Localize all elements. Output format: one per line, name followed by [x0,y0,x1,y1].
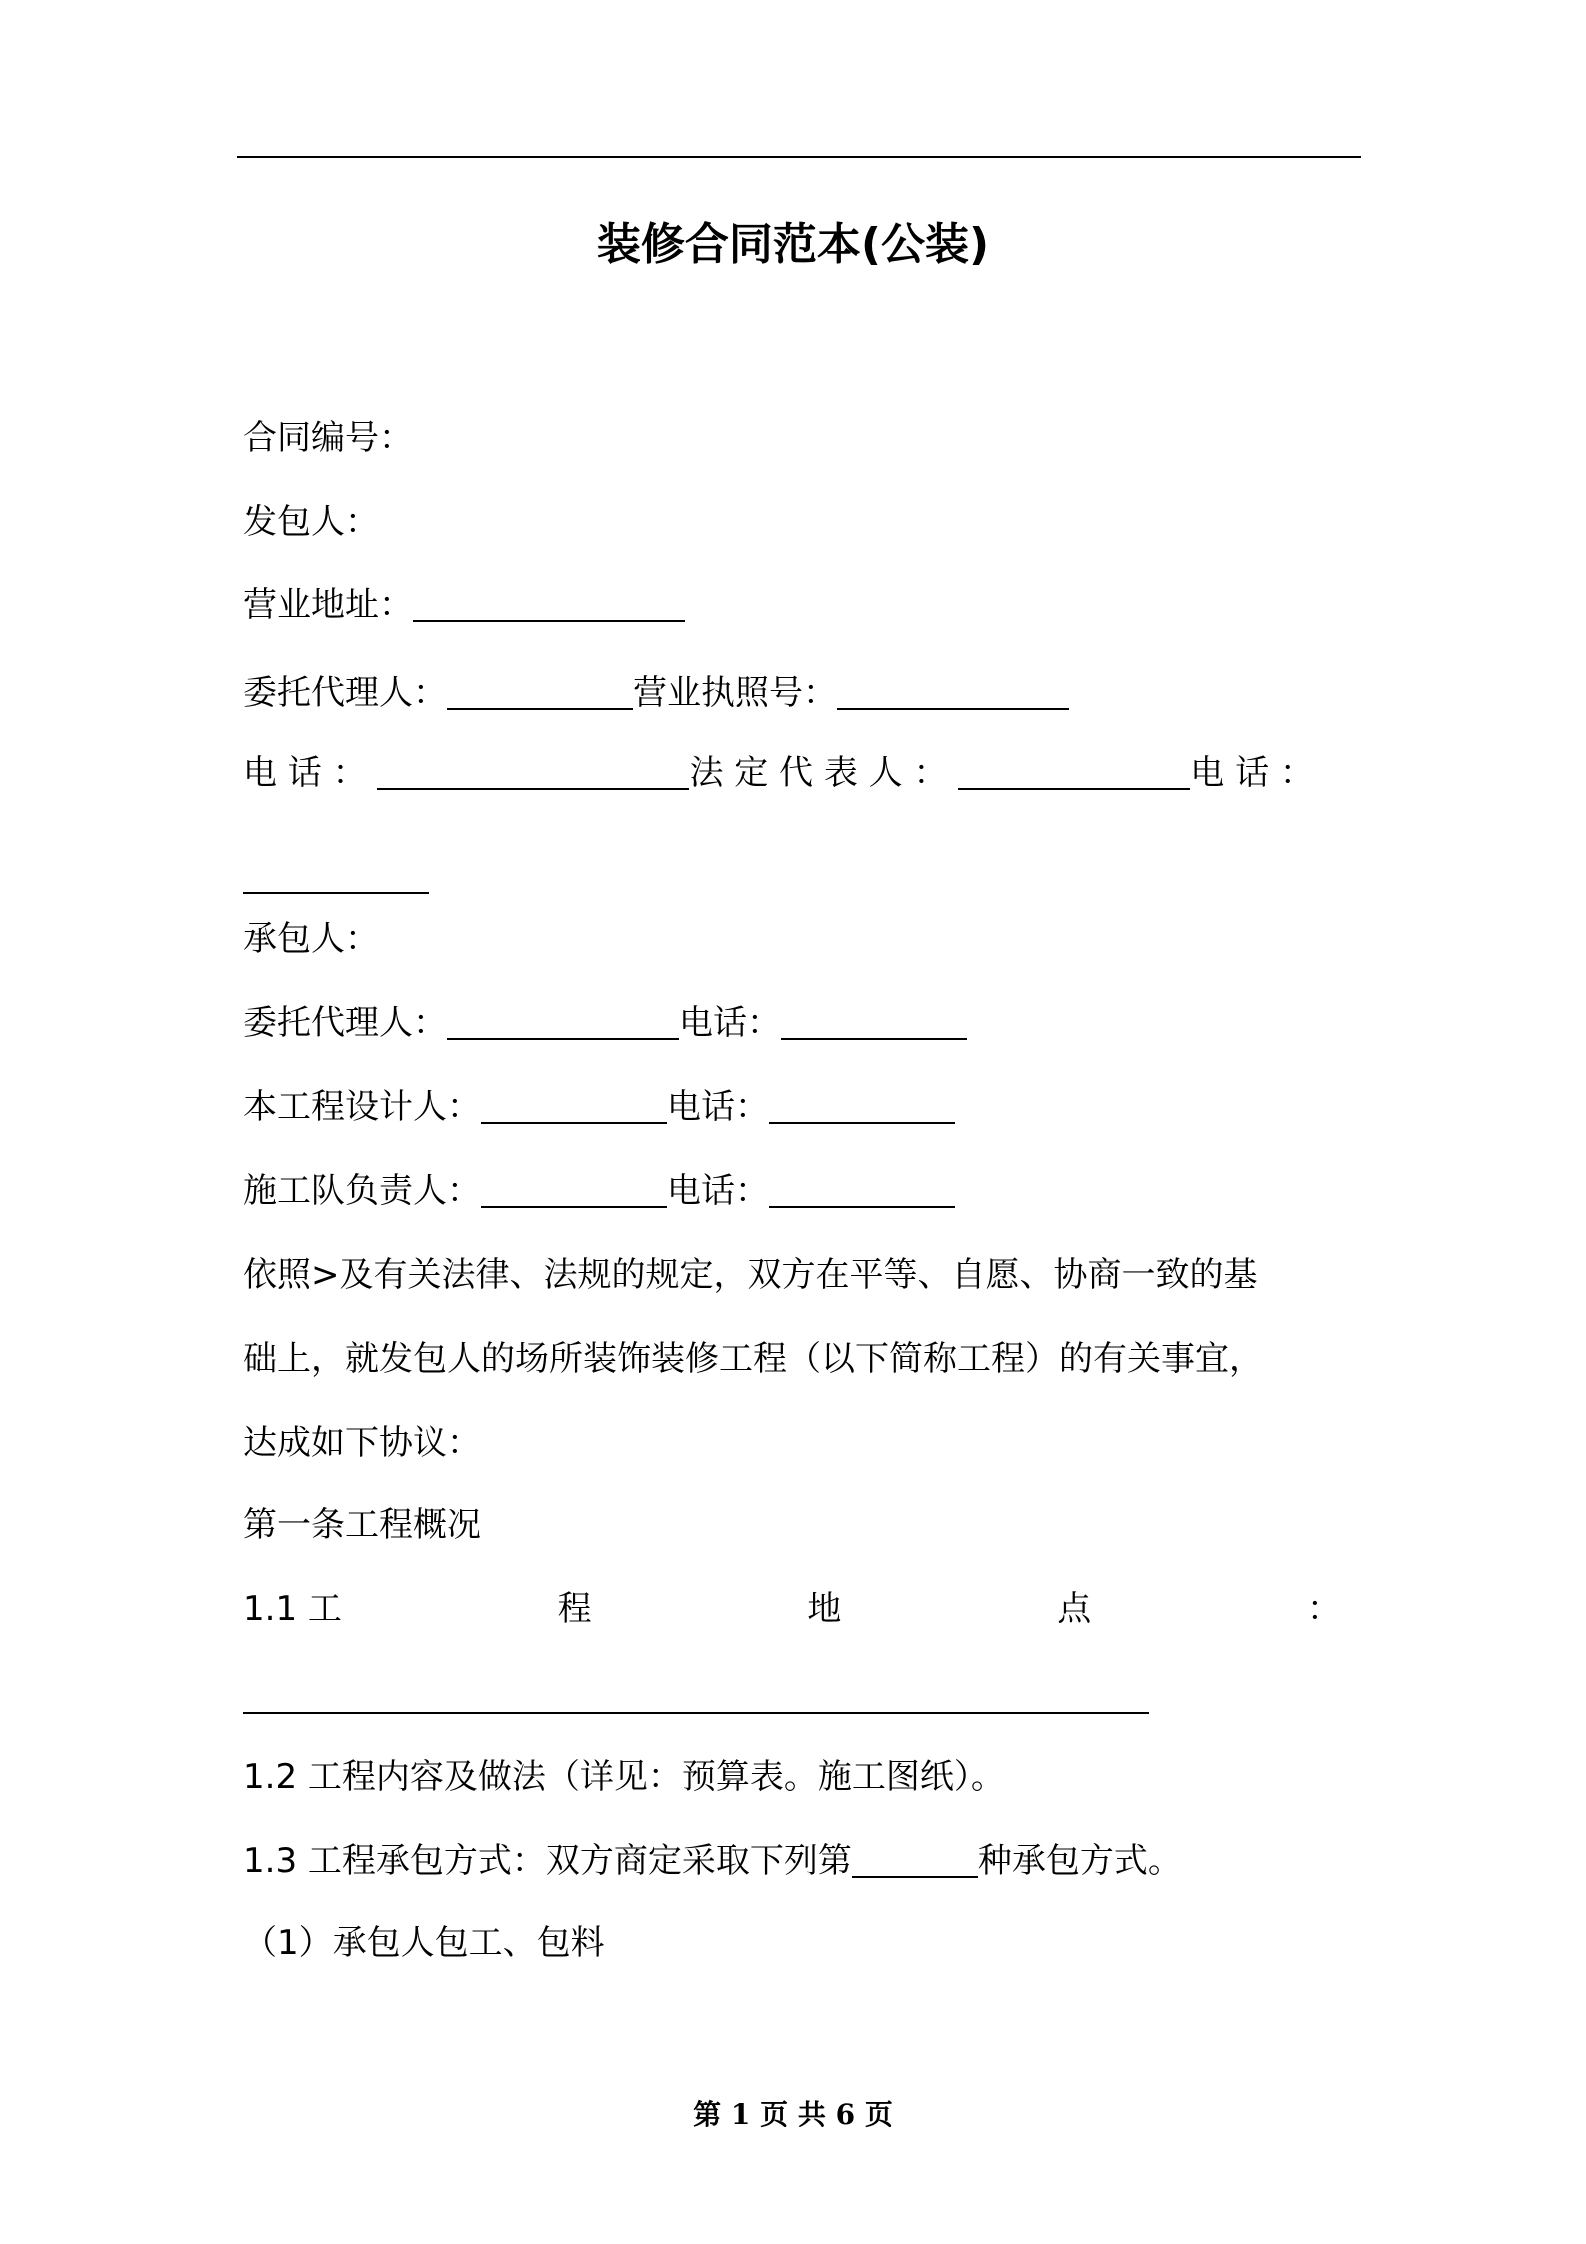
business-address-label: 营业地址： [243,585,413,625]
option-1: （1）承包人包工、包料 [243,1923,605,1963]
business-address-blank[interactable] [413,582,685,622]
contractor-agent-phone-label: 电话： [679,1003,781,1043]
project-location-blank[interactable] [243,1674,1149,1714]
contractor-label: 承包人： [243,919,379,959]
license-no-label: 营业执照号： [633,673,837,713]
license-no-blank[interactable] [837,670,1069,710]
item-1-3-text-b: 种承包方式。 [977,1841,1182,1881]
team-leader-label: 施工队负责人： [243,1171,481,1211]
legal-rep-phone-continuation [243,852,429,902]
contractor-agent-blank[interactable] [447,1000,679,1040]
preamble-line-2: 础上，就发包人的场所装饰装修工程（以下简称工程）的有关事宜， [243,1339,1263,1379]
item-1-2: 1.2 工程内容及做法（详见：预算表。施工图纸）。 [243,1757,1005,1797]
team-leader-blank[interactable] [481,1168,667,1208]
business-address-line [243,580,685,630]
team-leader-line [243,1166,955,1216]
designer-phone-label: 电话： [667,1087,769,1127]
legal-rep-phone-blank[interactable] [243,854,429,894]
page-footer: 第 1 页 共 6 页 [693,2098,893,2131]
item-1-1-lead [243,1584,342,1634]
contract-no-label: 合同编号： [243,418,413,458]
item-1-1-char-3: 点 [1057,1589,1092,1629]
item-1-1-line [243,1584,1341,1634]
document-title: 装修合同范本(公装) [596,219,990,270]
team-leader-phone-blank[interactable] [769,1168,955,1208]
header-rule [237,156,1361,158]
employer-line [243,497,379,547]
article-1-heading: 第一条工程概况 [243,1505,481,1545]
item-1-3-line [243,1836,1182,1886]
item-1-1-char-2: 地 [807,1589,842,1629]
team-leader-phone-label: 电话： [667,1171,769,1211]
contractor-agent-phone-blank[interactable] [781,1000,967,1040]
item-1-1-char-1: 程 [557,1589,592,1629]
employer-label: 发包人： [243,502,379,542]
item-1-1-char-4: ： [1306,1589,1341,1629]
designer-label: 本工程设计人： [243,1087,481,1127]
phone-legal-rep-line [243,748,1314,798]
agent-license-line [243,668,1069,718]
item-1-1-number: 1.1 [243,1589,298,1629]
preamble-line-1: 依照>及有关法律、法规的规定，双方在平等、自愿、协商一致的基 [243,1255,1258,1295]
item-1-3-text-a: 1.3 工程承包方式：双方商定采取下列第 [243,1841,852,1881]
contractor-agent-label: 委托代理人： [243,1003,447,1043]
employer-phone-blank[interactable] [377,750,689,790]
item-1-1-blank-line [243,1672,1149,1722]
legal-rep-label: 法 定 代 表 人 ： [689,753,948,793]
contract-no-line [243,413,413,463]
contractor-agent-line [243,998,967,1048]
employer-phone-label: 电 话 ： [243,753,367,793]
designer-line [243,1082,955,1132]
designer-phone-blank[interactable] [769,1084,955,1124]
contractor-line [243,914,379,964]
preamble-line-3: 达成如下协议： [243,1423,481,1463]
item-1-1-char-0: 工 [307,1589,342,1629]
contract-method-blank[interactable] [852,1838,978,1878]
designer-blank[interactable] [481,1084,667,1124]
legal-rep-phone-label: 电 话 ： [1190,753,1314,793]
legal-rep-blank[interactable] [958,750,1190,790]
employer-agent-blank[interactable] [447,670,633,710]
employer-agent-label: 委托代理人： [243,673,447,713]
